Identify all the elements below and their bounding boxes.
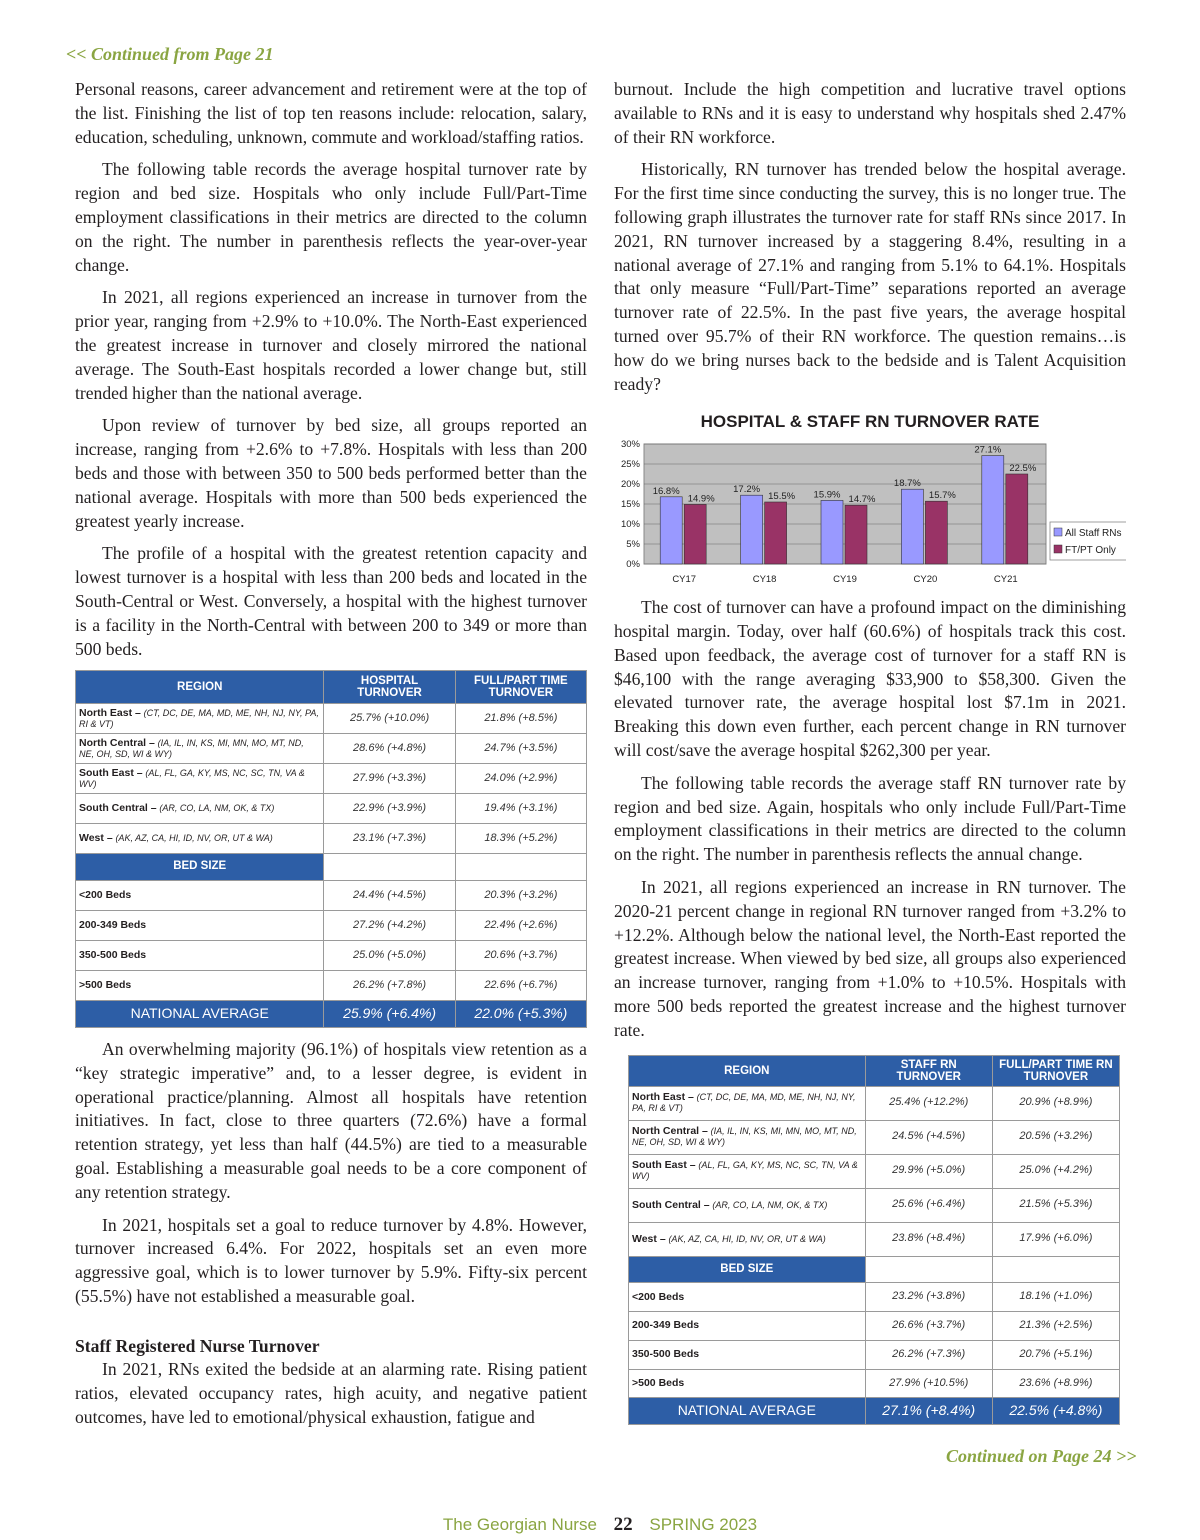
paragraph: In 2021, RNs exited the bedside at an alarming rate. Rising patient ratios, elevated occupancy rates, high acuity, and negative patient outcomes, have led to emotional/physical exhaustion, fatigue and: [75, 1359, 587, 1428]
bar-all-staff: [660, 497, 682, 564]
blank-cell: [324, 854, 455, 881]
turnover-value: 27.2% (+4.2%): [324, 911, 455, 941]
bed-size-name: 350-500 Beds: [632, 1348, 700, 1361]
bed-size-cell: [76, 881, 324, 911]
region-name: South East –: [79, 766, 143, 779]
section-heading: Staff Registered Nurse Turnover: [75, 1335, 320, 1356]
left-column: [75, 78, 587, 1439]
y-tick-label: 30%: [620, 440, 640, 451]
bed-size-cell: [76, 971, 324, 1001]
paragraph: The following table records the average staff RN turnover rate by region and bed size. Again, hospitals who only include Full/Part-Time employment classifications in their metrics are directed to the column on the right. The number in parenthesis reflects the annual change.: [614, 772, 1126, 865]
region-name: North Central –: [632, 1125, 708, 1137]
table-row: [76, 824, 587, 854]
ftpt-value: 18.3% (+5.2%): [455, 824, 586, 854]
region-states: (AR, CO, LA, NM, OK, & TX): [159, 803, 275, 814]
region-cell: [629, 1188, 866, 1222]
region-cell: [629, 1154, 866, 1188]
turnover-bar-chart: [614, 440, 1126, 590]
data-label: 22.5%: [1009, 463, 1037, 475]
ftpt-value: 18.1% (+1.0%): [992, 1283, 1119, 1312]
right-column: [614, 78, 1126, 1425]
ftpt-value: 20.6% (+3.7%): [455, 941, 586, 971]
ftpt-value: 24.0% (+2.9%): [455, 764, 586, 794]
national-average-row: [76, 1001, 587, 1028]
bed-size-cell: [629, 1312, 866, 1341]
region-cell: [76, 794, 324, 824]
data-label: 14.9%: [687, 493, 715, 505]
hospital-turnover-table: [75, 670, 587, 1028]
ftpt-value: 20.7% (+5.1%): [992, 1340, 1119, 1369]
bed-size-name: <200 Beds: [79, 889, 132, 902]
ftpt-value: 20.3% (+3.2%): [455, 881, 586, 911]
legend-swatch: [1054, 545, 1062, 553]
paragraph: In 2021, hospitals set a goal to reduce turnover by 4.8%. However, turnover increased 6.4%. For 2022, hospitals set an even more aggressive goal, which is to lower turnover by 5.9%. Fifty-six percent (55.5%) have not established a measurable goal.: [75, 1214, 587, 1306]
table-row: [629, 1283, 1120, 1312]
ftpt-value: 21.8% (+8.5%): [455, 704, 586, 734]
table-row: [629, 1312, 1120, 1341]
region-cell: [629, 1120, 866, 1154]
region-cell: [629, 1222, 866, 1256]
table-row: [629, 1086, 1120, 1120]
paragraph: Upon review of turnover by bed size, all groups reported an increase, ranging from +2.6% to +7.8%. Hospitals with less than 200 beds and those with between 350 to 500 beds performed better than the national average. Hospitals with more than 500 beds experienced the greatest yearly increase.: [75, 415, 587, 531]
ftpt-value: 19.4% (+3.1%): [455, 794, 586, 824]
ftpt-value: 17.9% (+6.0%): [992, 1222, 1119, 1256]
region-cell: [76, 734, 324, 764]
region-name: West –: [79, 832, 113, 845]
national-ftpt-value: 22.5% (+4.8%): [992, 1398, 1119, 1425]
data-label: 16.8%: [652, 485, 680, 497]
region-states: (CT, DC, DE, MA, MD, ME, NH, NJ, NY, PA, RI & VT): [632, 1092, 856, 1113]
turnover-value: 24.5% (+4.5%): [865, 1120, 992, 1154]
table-row: [76, 881, 587, 911]
turnover-value: 27.9% (+3.3%): [324, 764, 455, 794]
paragraph: The cost of turnover can have a profound impact on the diminishing hospital margin. Today, over half (60.6%) of hospitals track this cost. Based upon feedback, the average cost of turnover for a staff RN is $46,100 with the range averaging $33,900 to $58,300. Given the elevated turnover rate, the average hospital lost $7.1m in 2021. Breaking this down even further, each percent change in RN turnover will cost/save the average hospital $262,300 per year.: [614, 597, 1126, 760]
x-tick-label: CY20: [913, 574, 938, 586]
legend-swatch: [1054, 528, 1062, 536]
data-label: 18.7%: [893, 478, 921, 490]
x-tick-label: CY17: [672, 574, 697, 586]
region-states: (AK, AZ, CA, HI, ID, NV, OR, UT & WA): [668, 1233, 826, 1244]
bed-size-name: <200 Beds: [632, 1290, 685, 1303]
blank-cell: [865, 1256, 992, 1283]
national-turnover-value: 27.1% (+8.4%): [865, 1398, 992, 1425]
region-name: North Central –: [79, 736, 155, 749]
staff-rn-turnover-table: [628, 1055, 1120, 1426]
page-footer: [0, 1514, 1200, 1536]
national-average-label: NATIONAL AVERAGE: [76, 1001, 324, 1028]
y-tick-label: 20%: [620, 479, 640, 491]
bed-size-label: BED SIZE: [629, 1256, 866, 1283]
region-cell: [629, 1086, 866, 1120]
bed-size-cell: [629, 1340, 866, 1369]
legend-label: All Staff RNs: [1065, 528, 1122, 540]
bed-size-cell: [629, 1369, 866, 1398]
header-ftpt-turnover: FULL/PART TIME TURNOVER: [455, 671, 586, 704]
header-hospital-turnover: HOSPITAL TURNOVER: [324, 671, 455, 704]
data-label: 17.2%: [733, 484, 761, 496]
magazine-name: The Georgian Nurse: [442, 1515, 597, 1534]
x-tick-label: CY18: [752, 574, 777, 586]
bed-size-cell: [76, 941, 324, 971]
region-name: West –: [632, 1232, 666, 1245]
table-row: [629, 1188, 1120, 1222]
blank-cell: [992, 1256, 1119, 1283]
turnover-value: 25.7% (+10.0%): [324, 704, 455, 734]
blank-cell: [455, 854, 586, 881]
table-row: [76, 941, 587, 971]
y-tick-label: 25%: [620, 459, 640, 471]
bar-all-staff: [821, 501, 843, 565]
turnover-value: 22.9% (+3.9%): [324, 794, 455, 824]
region-cell: [76, 824, 324, 854]
region-name: South Central –: [79, 802, 157, 815]
table-row: [629, 1222, 1120, 1256]
bed-size-header-row: [76, 854, 587, 881]
turnover-value: 27.9% (+10.5%): [865, 1369, 992, 1398]
turnover-value: 26.2% (+7.8%): [324, 971, 455, 1001]
paragraph: In 2021, all regions experienced an increase in RN turnover. The 2020-21 percent change in regional RN turnover ranged from +3.2% to +12.2%. Although below the national level, the North-East reported the greatest increase. When viewed by bed size, all groups also experienced an increase turnover, ranging from +1.0% to +10.5%. Hospitals with more 500 beds reported the greatest increase and the highest turnover rate.: [614, 876, 1126, 1040]
ftpt-value: 21.5% (+5.3%): [992, 1188, 1119, 1222]
bar-ftpt: [925, 501, 947, 564]
ftpt-value: 25.0% (+4.2%): [992, 1154, 1119, 1188]
turnover-value: 26.2% (+7.3%): [865, 1340, 992, 1369]
table-row: [76, 734, 587, 764]
paragraph: An overwhelming majority (96.1%) of hospitals view retention as a “key strategic imperative” and, to a lesser degree, is evident in operational practice/planning. Almost all hospitals have retention initiatives. In fact, close to three quarters (72.6%) have a formal retention strategy, yet less than half (44.5%) are tied to a measurable goal. Establishing a measurable goal needs to be a core component of any retention strategy.: [75, 1038, 587, 1202]
turnover-value: 29.9% (+5.0%): [865, 1154, 992, 1188]
paragraph: Historically, RN turnover has trended below the hospital average. For the first time since conducting the survey, this is no longer true. The following graph illustrates the turnover rate for staff RNs since 2017. In 2021, RN turnover increased by a staggering 8.4%, resulting in a national average of 27.1% and ranging from 5.1% to 64.1%. Hospitals that only measure “Full/Part-Time” separations reported an average turnover rate of 22.5%. In the past five years, the average hospital turned over 95.7% of their RN workforce. The question remains…is how do we bring nurses back to the bedside and is Talent Acquisition ready?: [614, 159, 1126, 394]
paragraph: The following table records the average hospital turnover rate by region and bed size. Hospitals who only include Full/Part-Time employment classifications in their metrics are directed to the column on the right. The number in parenthesis reflects the year-over-year change.: [75, 159, 587, 275]
paragraph: The profile of a hospital with the greatest retention capacity and lowest turnover is a hospital with less than 200 beds and located in the South-Central or West. Conversely, a hospital with the highest turnover is a facility in the North-Central with between 200 to 349 or more than 500 beds.: [75, 543, 587, 659]
table-row: [76, 911, 587, 941]
turnover-value: 23.1% (+7.3%): [324, 824, 455, 854]
bed-size-name: 200-349 Beds: [632, 1319, 700, 1332]
bar-ftpt: [765, 502, 787, 564]
region-states: (AK, AZ, CA, HI, ID, NV, OR, UT & WA): [115, 833, 273, 844]
header-staff-rn-turnover: STAFF RN TURNOVER: [865, 1055, 992, 1086]
region-name: North East –: [632, 1091, 694, 1103]
table-row: [76, 971, 587, 1001]
x-tick-label: CY21: [993, 574, 1018, 586]
table-row: [76, 764, 587, 794]
bed-size-name: 200-349 Beds: [79, 919, 147, 932]
header-region: REGION: [629, 1055, 866, 1086]
turnover-value: 28.6% (+4.8%): [324, 734, 455, 764]
data-label: 14.7%: [848, 494, 876, 506]
page-number: 22: [613, 1514, 633, 1535]
turnover-value: 25.6% (+6.4%): [865, 1188, 992, 1222]
legend-label: FT/PT Only: [1065, 545, 1116, 557]
national-average-label: NATIONAL AVERAGE: [629, 1398, 866, 1425]
ftpt-value: 23.6% (+8.9%): [992, 1369, 1119, 1398]
continued-from-label: << Continued from Page 21: [66, 44, 274, 64]
data-label: 15.7%: [928, 490, 956, 502]
bar-ftpt: [684, 505, 706, 565]
bed-size-label: BED SIZE: [76, 854, 324, 881]
turnover-value: 23.2% (+3.8%): [865, 1283, 992, 1312]
turnover-value: 23.8% (+8.4%): [865, 1222, 992, 1256]
header-region: REGION: [76, 671, 324, 704]
ftpt-value: 20.5% (+3.2%): [992, 1120, 1119, 1154]
turnover-value: 26.6% (+3.7%): [865, 1312, 992, 1341]
ftpt-value: 20.9% (+8.9%): [992, 1086, 1119, 1120]
data-label: 27.1%: [974, 444, 1002, 456]
bed-size-cell: [76, 911, 324, 941]
national-turnover-value: 25.9% (+6.4%): [324, 1001, 455, 1028]
bar-ftpt: [845, 505, 867, 564]
ftpt-value: 24.7% (+3.5%): [455, 734, 586, 764]
bar-ftpt: [1006, 474, 1028, 564]
bar-all-staff: [741, 495, 763, 564]
paragraph: In 2021, all regions experienced an increase in turnover from the prior year, ranging from +2.9% to +10.0%. The North-East experienced the greatest increase in turnover and closely mirrored the national average. The South-East hospitals recorded a lower change but, still trended higher than the national average.: [75, 287, 587, 403]
region-states: (AL, FL, GA, KY, MS, NC, SC, TN, VA & WV): [79, 767, 305, 789]
region-cell: [76, 704, 324, 734]
table-row: [629, 1120, 1120, 1154]
ftpt-value: 22.6% (+6.7%): [455, 971, 586, 1001]
header-ftpt-rn-turnover: FULL/PART TIME RN TURNOVER: [992, 1055, 1119, 1086]
region-states: (IA, IL, IN, KS, MI, MN, MO, MT, ND, NE, OH, SD, WI & WY): [632, 1126, 857, 1147]
turnover-value: 24.4% (+4.5%): [324, 881, 455, 911]
data-label: 15.9%: [813, 489, 841, 501]
data-label: 15.5%: [768, 491, 796, 503]
region-states: (AL, FL, GA, KY, MS, NC, SC, TN, VA & WV): [632, 1160, 858, 1181]
issue-label: SPRING 2023: [649, 1515, 758, 1534]
region-states: (CT, DC, DE, MA, MD, ME, NH, NJ, NY, PA, RI & VT): [79, 707, 319, 729]
table-row: [76, 704, 587, 734]
y-tick-label: 15%: [620, 499, 640, 511]
y-tick-label: 5%: [626, 539, 640, 551]
paragraph: burnout. Include the high competition and lucrative travel options available to RNs and it is easy to understand why hospitals shed 2.47% of their RN workforce.: [614, 79, 1126, 147]
table-row: [629, 1369, 1120, 1398]
table-row: [629, 1340, 1120, 1369]
continued-on-label: Continued on Page 24 >>: [946, 1446, 1137, 1466]
paragraph: Personal reasons, career advancement and retirement were at the top of the list. Finishing the list of top ten reasons include: relocation, salary, education, scheduling, unknown, commute and workload/staffing ratios.: [75, 79, 587, 147]
y-tick-label: 0%: [626, 559, 640, 571]
region-states: (IA, IL, IN, KS, MI, MN, MO, MT, ND, NE, OH, SD, WI & WY): [79, 737, 304, 759]
region-name: South East –: [632, 1159, 696, 1171]
national-ftpt-value: 22.0% (+5.3%): [455, 1001, 586, 1028]
region-name: North East –: [79, 706, 141, 719]
region-states: (AR, CO, LA, NM, OK, & TX): [712, 1199, 828, 1210]
ftpt-value: 21.3% (+2.5%): [992, 1312, 1119, 1341]
region-name: South Central –: [632, 1198, 710, 1211]
bed-size-name: 350-500 Beds: [79, 949, 147, 962]
national-average-row: [629, 1398, 1120, 1425]
bar-all-staff: [901, 489, 923, 564]
region-cell: [76, 764, 324, 794]
bar-all-staff: [982, 456, 1004, 564]
chart-title: HOSPITAL & STAFF RN TURNOVER RATE: [700, 412, 1040, 432]
bed-size-name: >500 Beds: [632, 1377, 685, 1390]
bed-size-name: >500 Beds: [79, 979, 132, 992]
y-tick-label: 10%: [620, 519, 640, 531]
ftpt-value: 22.4% (+2.6%): [455, 911, 586, 941]
x-tick-label: CY19: [833, 574, 857, 586]
bed-size-header-row: [629, 1256, 1120, 1283]
turnover-value: 25.0% (+5.0%): [324, 941, 455, 971]
turnover-value: 25.4% (+12.2%): [865, 1086, 992, 1120]
table-row: [76, 794, 587, 824]
bed-size-cell: [629, 1283, 866, 1312]
table-row: [629, 1154, 1120, 1188]
